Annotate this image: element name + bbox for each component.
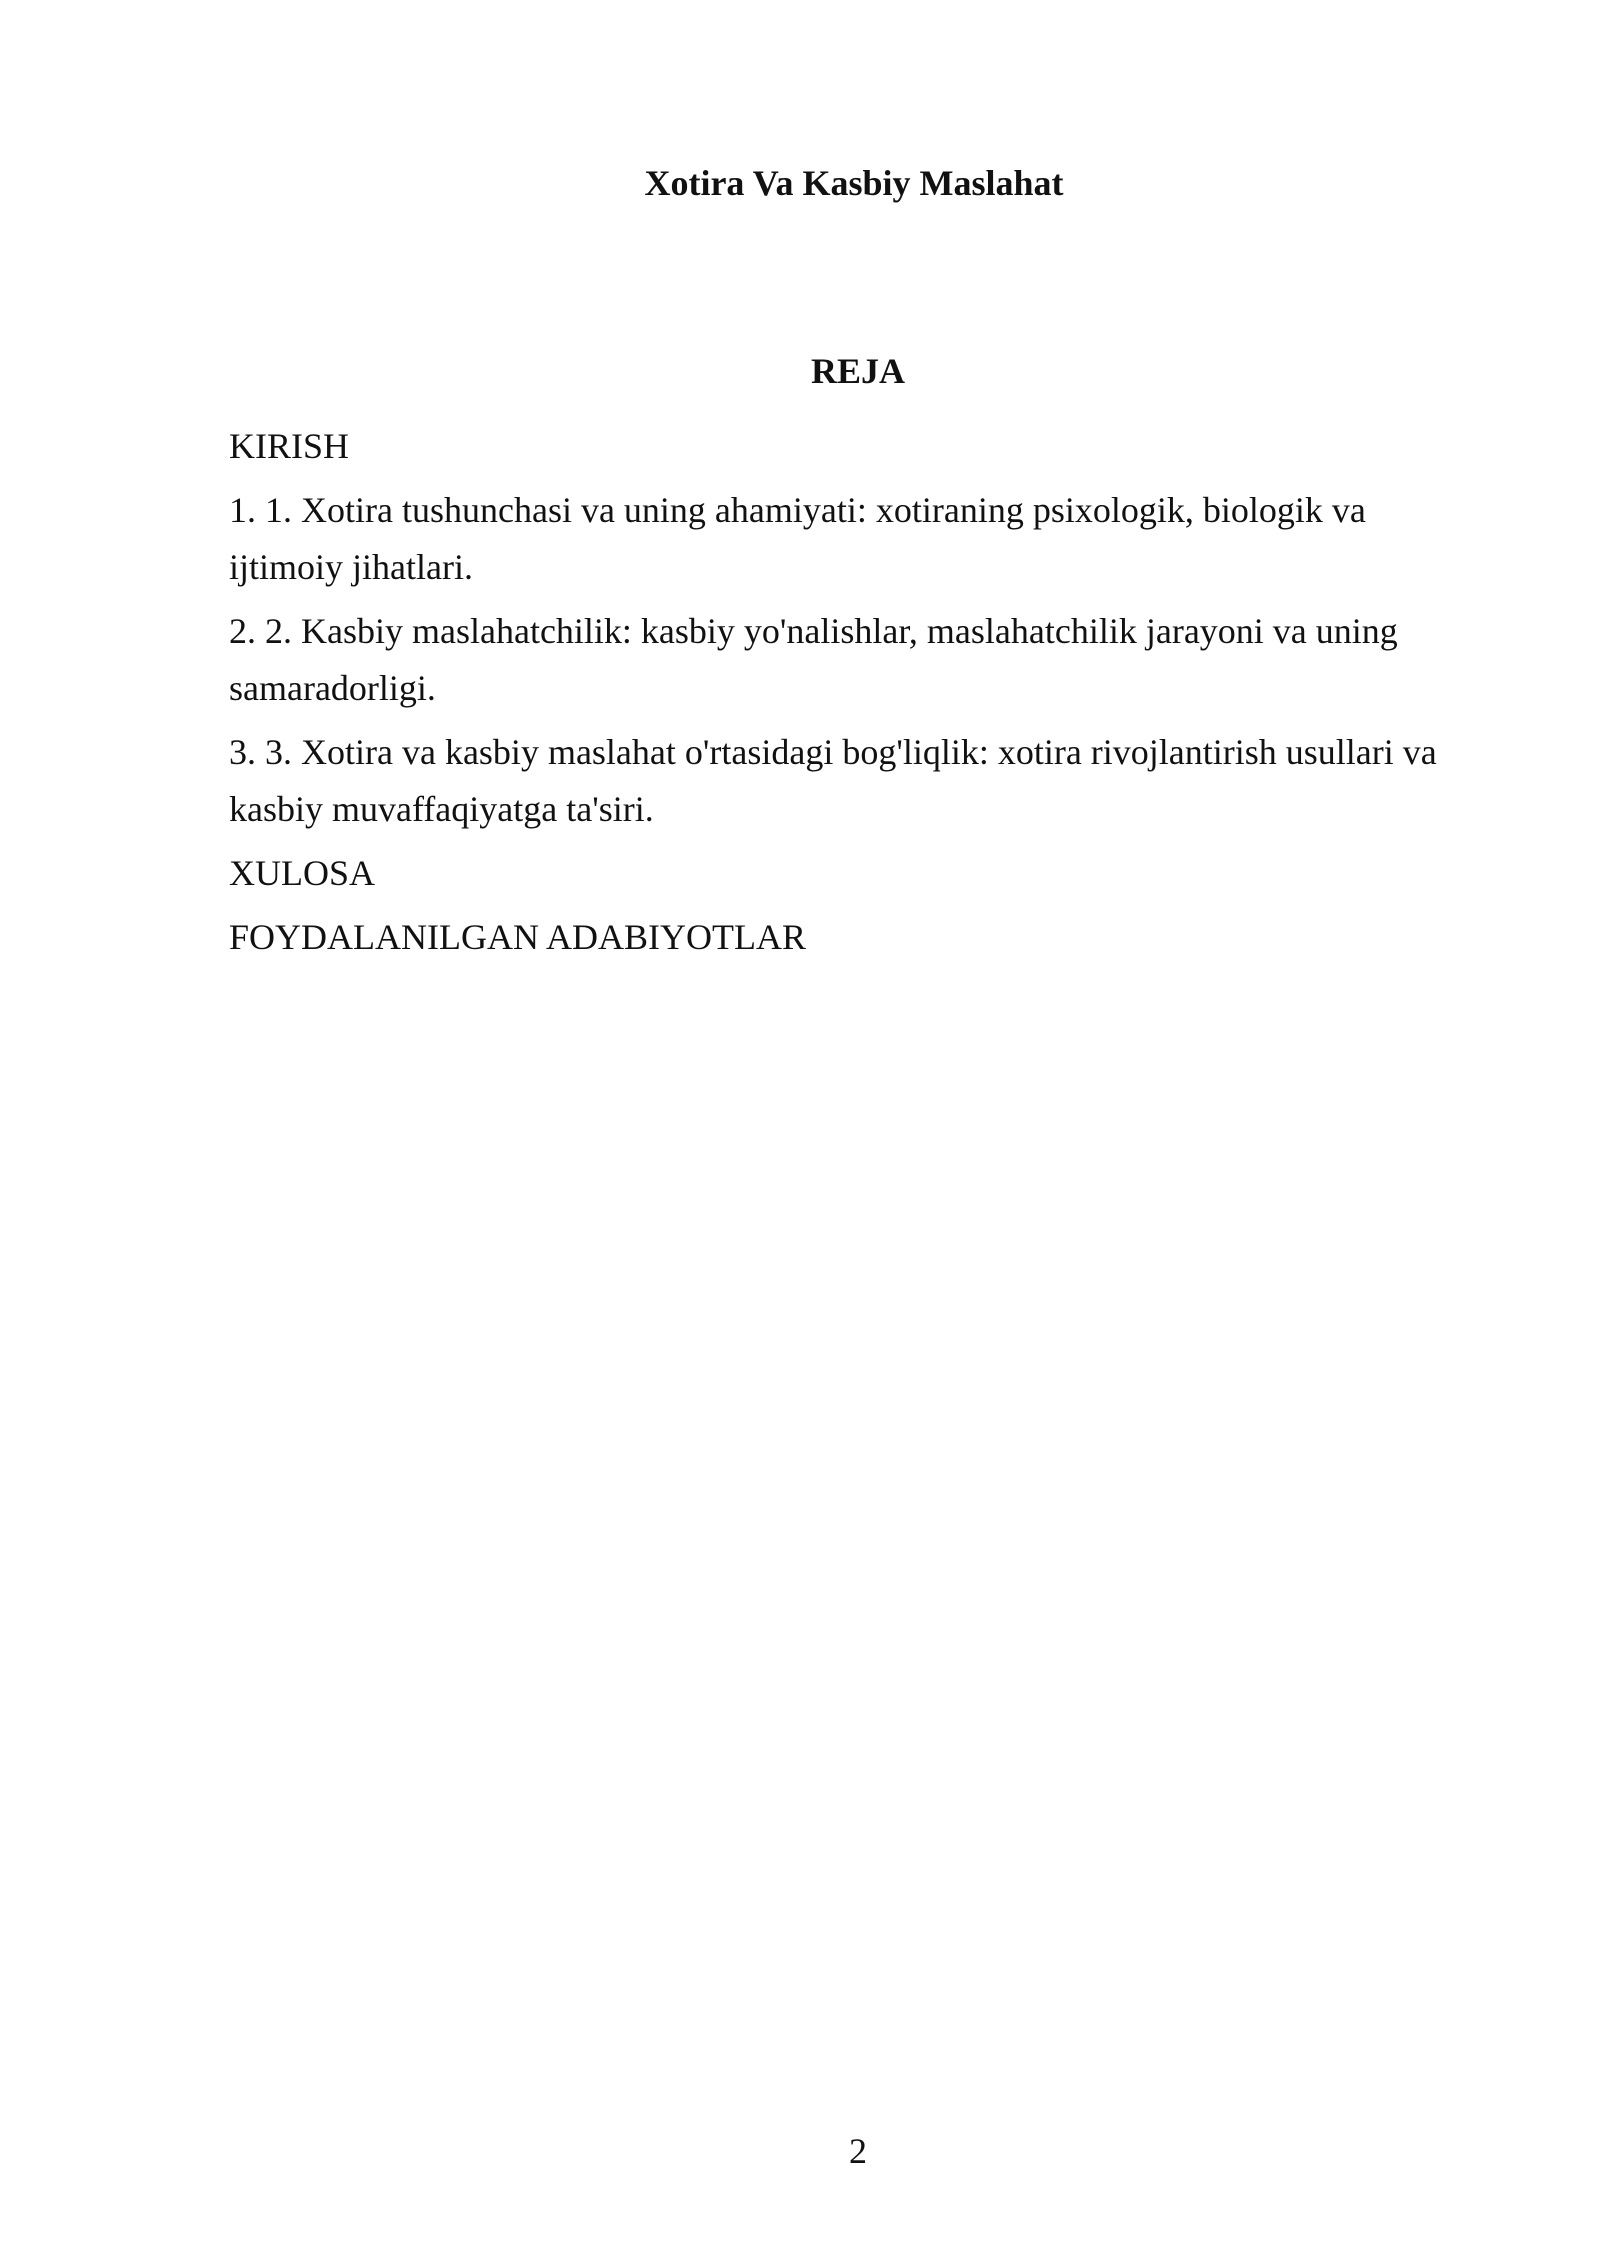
plan-item-references: FOYDALANILGAN ADABIYOTLAR xyxy=(229,917,806,957)
plan-item-2: 2. 2. Kasbiy maslahatchilik: kasbiy yo'nalishlar, maslahatchilik jarayoni va uning samaradorligi. xyxy=(229,611,1398,708)
plan-heading: REJA xyxy=(810,351,905,391)
plan-list xyxy=(229,418,1479,973)
page-number: 2 xyxy=(849,2131,867,2171)
plan-item-introduction: KIRISH xyxy=(229,426,350,466)
document-title: Xotira Va Kasbiy Maslahat xyxy=(644,163,1064,203)
plan-item-1: 1. 1. Xotira tushunchasi va uning ahamiyati: xotiraning psixologik, biologik va ijtimoiy jihatlari. xyxy=(229,490,1366,587)
plan-item-conclusion: XULOSA xyxy=(229,853,376,893)
plan-item-3: 3. 3. Xotira va kasbiy maslahat o'rtasidagi bog'liqlik: xotira rivojlantirish usullari va kasbiy muvaffaqiyatga ta'siri. xyxy=(229,732,1437,829)
